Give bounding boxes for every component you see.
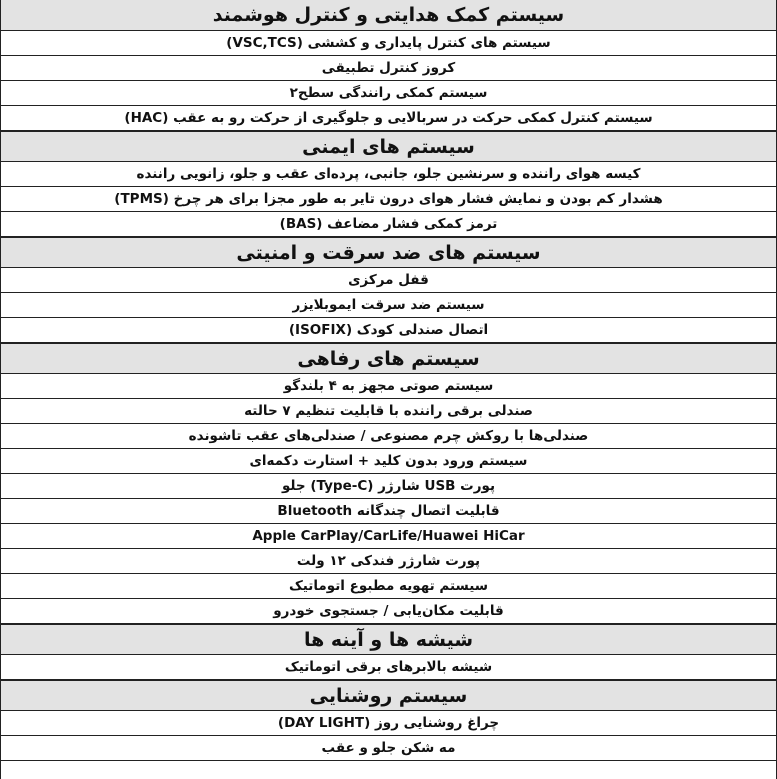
feature-row: صندلی برقی راننده با قابلیت تنظیم ۷ حالته [1,399,776,424]
section-header-safety: سیستم های ایمنی [1,131,776,162]
feature-row: مه شکن جلو و عقب [1,736,776,761]
section-header-security: سیستم های ضد سرقت و امنیتی [1,237,776,268]
section-header-comfort: سیستم های رفاهی [1,343,776,374]
feature-row: سیستم تهویه مطبوع اتوماتیک [1,574,776,599]
feature-row: قابلیت اتصال چندگانه Bluetooth [1,499,776,524]
feature-row: سیستم کنترل کمکی حرکت در سربالایی و جلوگیری از حرکت رو به عقب (HAC) [1,106,776,131]
feature-row: کیسه هوای راننده و سرنشین جلو، جانبی، پرده‌ای عقب و جلو، زانویی راننده [1,162,776,187]
feature-row: پورت شارژر فندکی ۱۲ ولت [1,549,776,574]
section-header-driver-assist: سیستم کمک هدایتی و کنترل هوشمند [1,0,776,31]
feature-row: اتصال صندلی کودک (ISOFIX) [1,318,776,343]
feature-row: ترمز کمکی فشار مضاعف (BAS) [1,212,776,237]
feature-row: صندلی‌ها با روکش چرم مصنوعی / صندلی‌های عقب تاشونده [1,424,776,449]
feature-row: چراغ روشنایی روز (DAY LIGHT) [1,711,776,736]
feature-row: هشدار کم بودن و نمایش فشار هوای درون تایر به طور مجزا برای هر چرخ (TPMS) [1,187,776,212]
feature-row: شیشه بالابرهای برقی اتوماتیک [1,655,776,680]
feature-row: کروز کنترل تطبیقی [1,56,776,81]
feature-row: Apple CarPlay/CarLife/Huawei HiCar [1,524,776,549]
feature-row: قابلیت مکان‌یابی / جستجوی خودرو [1,599,776,624]
feature-row: سیستم های کنترل پایداری و کششی (VSC,TCS) [1,31,776,56]
feature-row: سیستم صوتی مجهز به ۴ بلندگو [1,374,776,399]
feature-row: قفل مرکزی [1,268,776,293]
feature-row: سیستم ضد سرقت ایموبلایزر [1,293,776,318]
section-header-glass-mirrors: شیشه ها و آینه ها [1,624,776,655]
section-header-lighting: سیستم روشنایی [1,680,776,711]
feature-row: پورت USB شارژر (Type-C) جلو [1,474,776,499]
feature-row: سیستم ورود بدون کلید + استارت دکمه‌ای [1,449,776,474]
feature-row: سیستم کمکی رانندگی سطح۲ [1,81,776,106]
